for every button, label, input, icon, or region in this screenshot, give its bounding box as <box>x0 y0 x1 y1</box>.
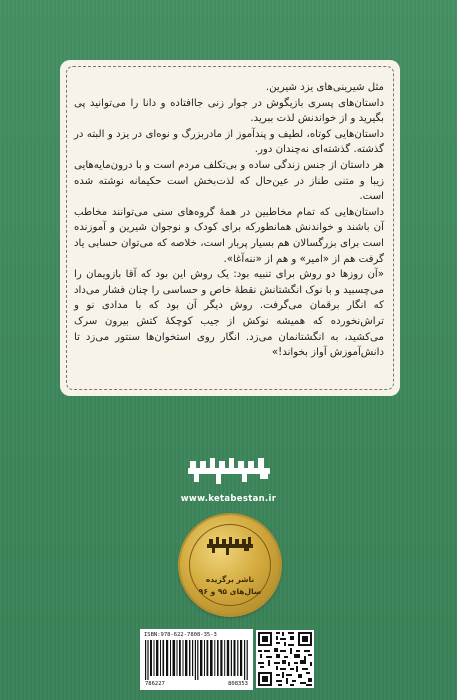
qr-code-icon <box>256 630 314 688</box>
seal-years: سال‌های ۹۵ و ۹۶ <box>198 587 262 596</box>
description-paragraph: هر داستان از جنس زندگی ساده و بی‌تکلف مردم است و با درون‌مایه‌هایی زیبا و متنی طناز در عین‌حال که لذت‌بخش است حکیمانه نوشته شده است. <box>74 159 384 203</box>
description-paragraph: داستان‌هایی کوتاه، لطیف و پندآموز از مادربزرگ و نوه‌ای در یزد و البته در گذشته. گذشته‌ای نه‌چندان دور. <box>74 128 384 156</box>
description-paragraph: داستان‌هایی که تمام مخاطبین در همهٔ گروه‌های سنی می‌توانند مخاطب آن باشند و خواندنش همانطورکه برای کودک و نوجوان شیرین و آموزنده است برای بزرگسالان هم بسیار پربار است، خلاصه که می‌توان حسابی یاد گرفت هم از «امیر» و هم از «ننه‌آغا». <box>74 206 384 265</box>
description-paragraph: داستان‌های پسری بازیگوش در جوار زنی جاافتاده و دانا را می‌توانید پی بگیرید و از خواندنش لذت ببرید. <box>74 97 384 125</box>
isbn-barcode <box>140 629 253 690</box>
barcode-digits-right: 808353 <box>228 681 248 687</box>
seal-title: ناشر برگزیده <box>205 575 255 584</box>
description-box <box>60 60 400 396</box>
description-paragraph: مثل شیرینی‌های یزد شیرین. <box>265 82 384 93</box>
seal-logo-icon <box>206 537 254 557</box>
publisher-logo-block <box>0 458 457 504</box>
barcode-icon <box>145 640 248 680</box>
barcode-digits-left: 786227 <box>145 681 165 687</box>
publisher-logo-icon <box>186 458 272 488</box>
isbn-text: ISBN:978-622-7808-35-3 <box>144 632 217 638</box>
award-seal <box>180 515 280 615</box>
publisher-website[interactable]: www.ketabestan.ir <box>180 494 277 504</box>
quote-paragraph: «آن روزها دو روش برای تنبیه بود: یک روش این بود که آقا بازویمان را می‌چسبید و با نوک انگشتانش نقطهٔ خاص و حساسی را چنان فشار می‌داد که انگار برقمان می‌گرفت. روش دیگر آن بود که با مدادی نو و تراش‌نخورده که همیشه نوکش از جیب کوچکهٔ کتش بیرون سرک می‌کشید، به انگشتانمان می‌زد. انگار روی استخوان‌ها سنتور می‌زد تا دانش‌آموزش آواز بخواند!» <box>74 269 384 359</box>
